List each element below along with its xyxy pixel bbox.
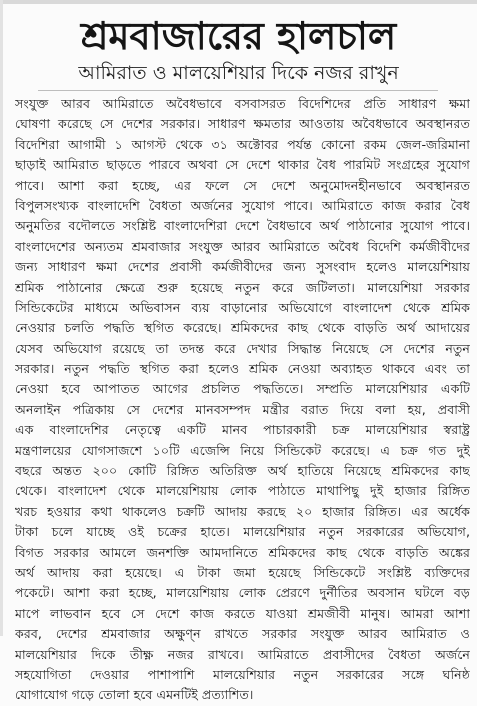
- body-line: মাপে লাভবান হবে সে দেশে কাজ করতে যাওয়া শ্রমজীবী মানুষ। আমরা আশা: [15, 605, 470, 621]
- body-line: বাংলাদেশের অন্যতম শ্রমবাজার সংযুক্ত আরব আমিরাতে অবৈধ বিদেশি কর্মজীবীদের: [15, 238, 470, 254]
- body-line: বিদেশিরা আগামী ১ আগস্ট থেকে ৩১ অক্টোবর পর্যন্ত কোনো রকম জেল-জরিমানা: [15, 136, 470, 152]
- body-line: পকেটে। আশা করা হচ্ছে, মালয়েশিয়ায় লোক প্রেরণে দুর্নীতির অবসান ঘটলে বড়: [15, 585, 470, 601]
- body-line: বিগত সরকার আমলে জনশক্তি আমদানিতে শ্রমিকদের কাছ থেকে বাড়তি অঙ্কের: [15, 544, 470, 560]
- subheadline: আমিরাত ও মালয়েশিয়ার দিকে নজর রাখুন: [78, 62, 399, 84]
- body-line: সরকার। নতুন পদ্ধতি স্থগিত করা হলেও শ্রমিক নেওয়া অব্যাহত থাকবে এবং তা: [15, 361, 470, 377]
- body-line: ছাড়াই আমিরাত ছাড়তে পারবে অথবা সে দেশে থাকার বৈধ পারমিট সংগ্রহের সুযোগ: [15, 157, 470, 173]
- body-line: মালয়েশিয়ার দিকে তীক্ষ্ণ নজর রাখবে। আমিরাতে প্রবাসীদের বৈধতা অর্জনে: [15, 646, 470, 662]
- top-border: [0, 0, 477, 4]
- body-line: অনুমতির বদৌলতে সংশ্লিষ্ট বাংলাদেশিরা দেশে বৈধভাবে অর্থ পাঠানোর সুযোগ পাবে।: [15, 218, 470, 234]
- article-body: [15, 94, 470, 706]
- body-line: টাকা চলে যাচ্ছে ওই চক্রের হাতে। মালয়েশিয়ার নতুন সরকারের অভিযোগ,: [15, 524, 470, 540]
- body-line: নেওয়া হবে আপাতত আগের প্রচলিত পদ্ধতিতে। সম্প্রতি মালয়েশিয়ার একটি: [15, 381, 470, 397]
- body-line: মন্ত্রণালয়ের যোগসাজশে ১০টি এজেন্সি নিয়ে সিন্ডিকেট করেছে। এ চক্র গত দুই: [15, 442, 470, 458]
- body-line: ঘোষণা করেছে সে দেশের সরকার। সাধারণ ক্ষমতার আওতায় অবৈধভাবে অবস্থানরত: [15, 116, 470, 132]
- body-line: করব, দেশের শ্রমবাজার অক্ষুণ্ন রাখতে সরকার সংযুক্ত আরব আমিরাত ও: [15, 626, 470, 642]
- body-line: থেকে। বাংলাদেশ থেকে মালয়েশিয়ায় লোক পাঠাতে মাথাপিছু দুই হাজার রিঙ্গিত: [15, 483, 470, 499]
- body-line: সিন্ডিকেটের মাধ্যমে অভিবাসন ব্যয় বাড়ানোর অভিযোগে বাংলাদেশ থেকে শ্রমিক: [15, 299, 470, 315]
- body-line: যোগাযোগ গড়ে তোলা হবে এমনটিই প্রত্যাশিত।: [15, 687, 254, 703]
- body-line: অর্থ আদায় করা হয়েছে। এ টাকা জমা হয়েছে সিন্ডিকেটে সংশ্লিষ্ট ব্যক্তিদের: [15, 564, 470, 580]
- body-line: যেসব অভিযোগ রয়েছে তা তদন্ত করে দেখার সিদ্ধান্ত নিয়েছে সে দেশের নতুন: [15, 340, 470, 356]
- body-line: নেওয়ার চলতি পদ্ধতি স্থগিত করেছে। শ্রমিকদের কাছ থেকে বাড়তি অর্থ আদায়ের: [15, 320, 470, 336]
- body-line: জন্য সাধারণ ক্ষমা দেশের প্রবাসী কর্মজীবীদের জন্য সুসংবাদ হলেও মালয়েশিয়ায়: [15, 259, 470, 275]
- body-line: বছরে অন্তত ২০০ কোটি রিঙ্গিত অতিরিক্ত অর্থ হাতিয়ে নিয়েছে শ্রমিকদের কাছ: [15, 463, 470, 479]
- body-line: সংযুক্ত আরব আমিরাতে অবৈধভাবে বসবাসরত বিদেশিদের প্রতি সাধারণ ক্ষমা: [15, 96, 470, 111]
- body-line: বিপুলসংখ্যক বাংলাদেশি বৈধতা অর্জনের সুযোগ পাবে। আমিরাতে কাজ করার বৈধ: [15, 197, 470, 213]
- body-line: এক বাংলাদেশির নেতৃত্বে একটি মানব পাচারকারী চক্র মালয়েশিয়ার স্বরাষ্ট্র: [15, 422, 470, 438]
- headline: শ্রমবাজারের হালচাল: [80, 14, 397, 58]
- headline-container: [0, 10, 477, 62]
- body-line: খরচ হওয়ার কথা থাকলেও চক্রটি আদায় করছে ২০ হাজার রিঙ্গিত। এর অর্ধেক: [15, 503, 470, 519]
- subheadline-container: [0, 60, 477, 86]
- divider: [38, 90, 438, 91]
- body-line: পাবে। আশা করা হচ্ছে, এর ফলে সে দেশে অনুমোদনহীনভাবে অবস্থানরত: [15, 177, 470, 193]
- body-line: সহযোগিতা দেওয়ার পাশাপাশি মালয়েশিয়ার নতুন সরকারের সঙ্গে ঘনিষ্ঠ: [15, 666, 470, 682]
- left-border: [0, 0, 3, 636]
- body-line: অনলাইন পত্রিকায় সে দেশের মানবসম্পদ মন্ত্রীর বরাত দিয়ে বলা হয়, প্রবাসী: [15, 401, 470, 417]
- body-line: শ্রমিক পাঠানোর ক্ষেত্রে শুরু হয়েছে নতুন করে জটিলতা। মালয়েশিয়া সরকার: [15, 279, 470, 295]
